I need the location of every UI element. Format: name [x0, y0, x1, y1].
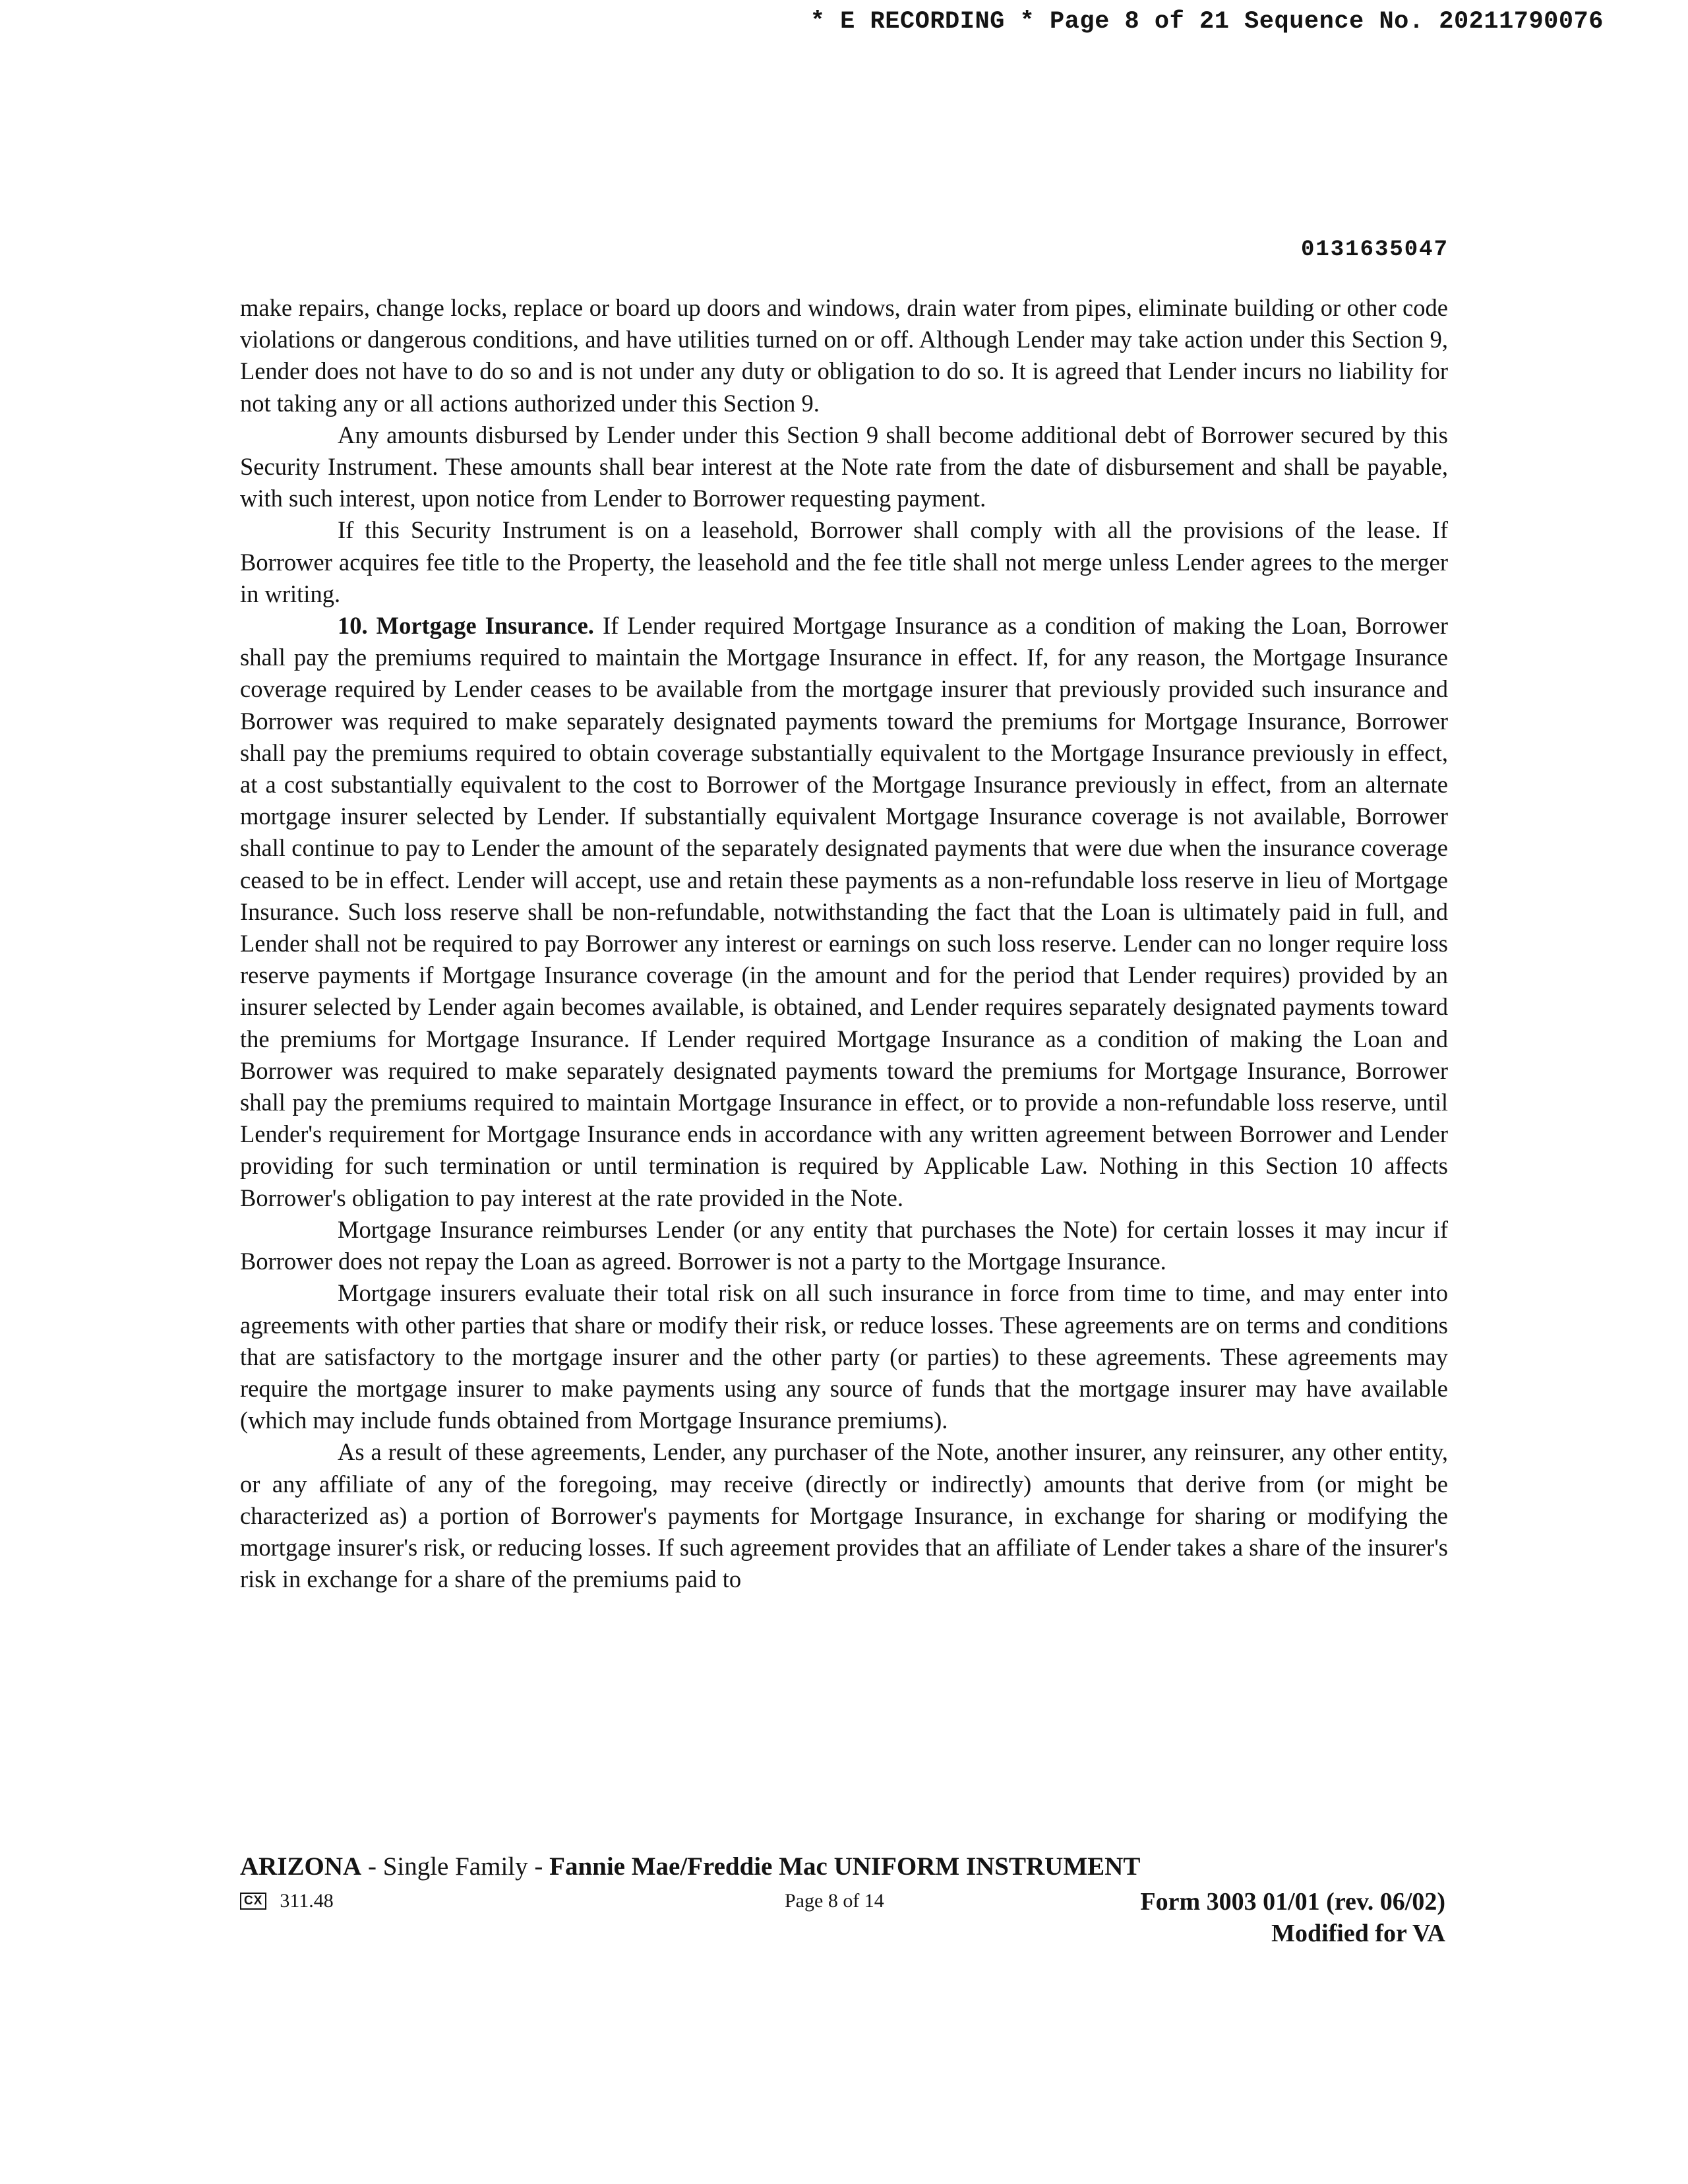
paragraph-disbursed-amounts [240, 419, 1448, 515]
cx-logo-icon: CX [240, 1893, 266, 1910]
footer-state: ARIZONA [240, 1852, 362, 1881]
paragraph-text: make repairs, change locks, replace or board up doors and windows, drain water from pipes, eliminate building or other code violations or dangerous conditions, and have utilities turned on or off. Although Lender may take action under this Section 9, Lender does not have to do so and is not under any duty or obligation to do so. It is agreed that Lender incurs no liability for not taking any or all actions authorized under this Section 9. [240, 294, 1448, 417]
paragraph-section-9-continued [240, 292, 1448, 419]
footer-modified-for: Modified for VA [1271, 1920, 1445, 1947]
footer-form-number: Form 3003 01/01 (rev. 06/02) [1140, 1888, 1445, 1916]
footer-form-code [240, 1890, 334, 1912]
paragraph-text: Mortgage insurers evaluate their total risk on all such insurance in force from time to time, and may enter into agreements with other parties that share or modify their risk, or reduce losses. These agreements are on terms and conditions that are satisfactory to the mortgage insurer and the other party (or parties) to these agreements. These agreements may require the mortgage insurer to make payments using any source of funds that the mortgage insurer may have available (which may include funds obtained from Mortgage Insurance premiums). [240, 1279, 1448, 1434]
footer-separator: - [361, 1852, 383, 1881]
footer-instrument: Fannie Mae/Freddie Mac UNIFORM INSTRUMENT [549, 1852, 1141, 1881]
section-10-heading: 10. Mortgage Insurance. [338, 612, 594, 640]
paragraph-text: Mortgage Insurance reimburses Lender (or any entity that purchases the Note) for certain losses it may incur if Borrower does not repay the Loan as agreed. Borrower is not a party to the Mortgage Insurance. [240, 1215, 1448, 1275]
paragraph-mi-insurers [240, 1277, 1448, 1436]
footer-instrument-line [240, 1852, 1140, 1881]
paragraph-mi-reimburses [240, 1214, 1448, 1277]
paragraph-section-10 [240, 610, 1448, 1214]
paragraph-agreements-result [240, 1436, 1448, 1595]
footer-separator: - [528, 1852, 550, 1881]
footer-page-number: Page 8 of 14 [785, 1890, 884, 1912]
paragraph-text: Any amounts disbursed by Lender under this Section 9 shall become additional debt of Borrower secured by this Security Instrument. These amounts shall bear interest at the Note rate from the date of disbursement and shall be payable, with such interest, upon notice from Lender to Borrower requesting payment. [240, 421, 1448, 512]
paragraph-leasehold [240, 514, 1448, 610]
paragraph-text: If this Security Instrument is on a leasehold, Borrower shall comply with all the provisions of the lease. If Borrower acquires fee title to the Property, the leasehold and the fee title shall not merge unless Lender agrees to the merger in writing. [240, 516, 1448, 607]
loan-number: 0131635047 [1300, 237, 1449, 262]
document-body [240, 292, 1448, 1595]
paragraph-text: As a result of these agreements, Lender, any purchaser of the Note, another insurer, any reinsurer, any other entity, or any affiliate of any of the foregoing, may receive (directly or indirectly) amounts that derive from (or might be characterized as) a portion of Borrower's payments for Mortgage Insurance, in exchange for sharing or modifying the mortgage insurer's risk, or reducing losses. If such agreement provides that an affiliate of Lender takes a share of the insurer's risk in exchange for a share of the premiums paid to [240, 1438, 1448, 1593]
form-code-number: 311.48 [280, 1890, 334, 1912]
footer-family: Single Family [382, 1852, 528, 1881]
recording-header: * E RECORDING * Page 8 of 21 Sequence No. 20211790076 [810, 8, 1604, 36]
paragraph-text: If Lender required Mortgage Insurance as a condition of making the Loan, Borrower shall pay the premiums required to maintain the Mortgage Insurance in effect. If, for any reason, the Mortgage Insurance coverage required by Lender ceases to be available from the mortgage insurer that previously provided such insurance and Borrower was required to make separately designated payments toward the premiums for Mortgage Insurance, Borrower shall pay the premiums required to obtain coverage substantially equivalent to the Mortgage Insurance previously in effect, at a cost substantially equivalent to the cost to Borrower of the Mortgage Insurance previously in effect, from an alternate mortgage insurer selected by Lender. If substantially equivalent Mortgage Insurance coverage is not available, Borrower shall continue to pay to Lender the amount of the separately designated payments that were due when the insurance coverage ceased to be in effect. Lender will accept, use and retain these payments as a non-refundable loss reserve in lieu of Mortgage Insurance. Such loss reserve shall be non-refundable, notwithstanding the fact that the Loan is ultimately paid in full, and Lender shall not be required to pay Borrower any interest or earnings on such loss reserve. Lender can no longer require loss reserve payments if Mortgage Insurance coverage (in the amount and for the period that Lender requires) provided by an insurer selected by Lender again becomes available, is obtained, and Lender requires separately designated payments toward the premiums for Mortgage Insurance. If Lender required Mortgage Insurance as a condition of making the Loan and Borrower was required to make separately designated payments toward the premiums for Mortgage Insurance, Borrower shall pay the premiums required to maintain Mortgage Insurance in effect, or to provide a non-refundable loss reserve, until Lender's requirement for Mortgage Insurance ends in accordance with any written agreement between Borrower and Lender providing for such termination or until termination is required by Applicable Law. Nothing in this Section 10 affects Borrower's obligation to pay interest at the rate provided in the Note. [240, 612, 1448, 1211]
